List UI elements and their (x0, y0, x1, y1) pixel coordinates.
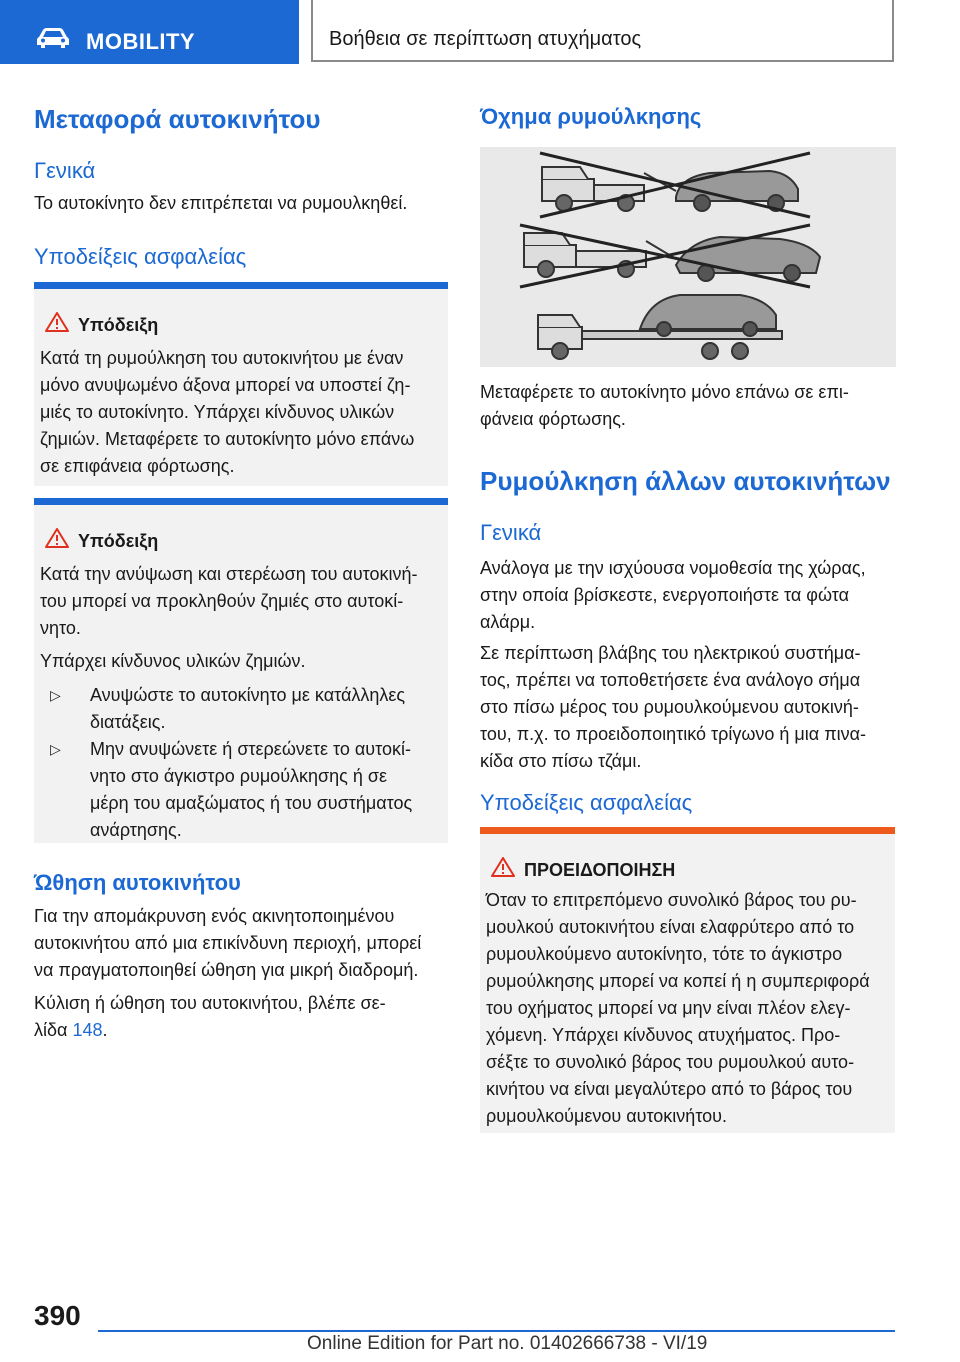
footer-edition: Online Edition for Part no. 01402666738 - VI/19 (307, 1333, 708, 1354)
note-line: μιές το αυτοκίνητο. Υπάρχει κίνδυνος υλικών (40, 402, 395, 422)
push-line: Για την απομάκρυνση ενός ακινητοποιημένου (34, 906, 395, 926)
general-line: τος, πρέπει να τοποθετήσετε ένα ανάλογο σήμα (480, 670, 861, 690)
bullet-triangle-icon: ▷ (50, 741, 61, 757)
heading-general-right: Γενικά (480, 520, 542, 545)
list-item-text: ανάρτησης. (90, 820, 182, 840)
warning-line: κινήτου να είναι μεγαλύτερο από το βάρος του (486, 1079, 853, 1099)
tow-text-line: Μεταφέρετε το αυτοκίνητο μόνο επάνω σε επι‐ (480, 382, 849, 402)
warning-line: ρυμούλκησης μπορεί να κοπεί ή η συμπεριφορά (486, 971, 870, 991)
chapter-title: Βοήθεια σε περίπτωση ατυχήματος (329, 28, 642, 50)
roll-line: Κύλιση ή ώθηση του αυτοκινήτου, βλέπε σε‐ (34, 993, 386, 1013)
note-risk: Υπάρχει κίνδυνος υλικών ζημιών. (40, 651, 306, 671)
warning-line: ρυμουλκούμενου αυτοκινήτου. (486, 1106, 728, 1126)
warning-triangle-icon (44, 527, 70, 549)
list-item-text: Μην ανυψώνετε ή στερεώνετε το αυτοκί‐ (90, 739, 412, 759)
list-item-text: μέρη του αμαξώματος ή του συστήματος (90, 793, 413, 813)
general-line: Σε περίπτωση βλάβης του ηλεκτρικού συστήμα‐ (480, 643, 861, 663)
heading-general: Γενικά (34, 158, 96, 183)
heading-tow-truck: Όχημα ρυμούλκησης (480, 104, 702, 129)
list-item-text: νητο στο άγκιστρο ρυμούλκησης ή σε (90, 766, 387, 786)
chapter-header (311, 0, 894, 62)
note-line: μόνο ανυψωμένο άξονα μπορεί να υποστεί ζη‐ (40, 375, 411, 395)
roll-text: . (102, 1020, 108, 1040)
warning-line: σέξτε το συνολικό βάρος του ρυμουλκού αυτο‐ (486, 1052, 855, 1072)
roll-text: λίδα (34, 1020, 73, 1040)
general-line: κίδα στο πίσω τζάμι. (480, 751, 642, 771)
note-box-2 (34, 498, 448, 843)
footer-divider (98, 1330, 895, 1332)
warning-line: χόμενη. Υπάρχει κίνδυνος ατυχήματος. Προ‐ (486, 1025, 841, 1045)
warning-line: Όταν το επιτρεπόμενο συνολικό βάρος του ρυ‐ (486, 890, 857, 910)
bullet-triangle-icon: ▷ (50, 687, 61, 703)
page-link[interactable]: 148 (72, 1020, 103, 1040)
list-item-text: διατάξεις. (90, 712, 166, 732)
heading-safety: Υποδείξεις ασφαλείας (34, 244, 247, 269)
note-line: Κατά τη ρυμούλκηση του αυτοκινήτου με έναν (40, 348, 404, 368)
warning-line: του οχήματος μπορεί να μην είναι πλέον ελεγ‐ (486, 998, 851, 1018)
heading-towing-other-vehicles: Ρυμούλκηση άλλων αυτοκινήτων (480, 466, 891, 496)
general-line: στην οποία βρίσκεστε, ενεργοποιήστε τα φώτα (480, 585, 850, 605)
roll-line (34, 1017, 108, 1044)
note-line: του μπορεί να προκληθούν ζημιές στο αυτοκί‐ (40, 591, 404, 611)
note-line: ζημιών. Μεταφέρετε το αυτοκίνητο μόνο επάνω (40, 429, 415, 449)
warning-box (480, 827, 895, 1133)
note-title: Υπόδειξη (78, 531, 159, 551)
general-line: Ανάλογα με την ισχύουσα νομοθεσία της χώρας, (480, 558, 866, 578)
general-line: στο πίσω μέρος του ρυμουλκούμενου αυτοκινή‐ (480, 697, 859, 717)
note-box-1 (34, 282, 448, 486)
note-line: νητο. (40, 618, 81, 638)
note-line: σε επιφάνεια φόρτωσης. (40, 456, 235, 476)
page-number: 390 (34, 1300, 81, 1331)
warning-title: ΠΡΟΕΙΔΟΠΟΙΗΣΗ (524, 860, 676, 880)
car-icon (36, 27, 70, 49)
list-item-text: Ανυψώστε το αυτοκίνητο με κατάλληλες (90, 685, 406, 705)
heading-vehicle-transport: Μεταφορά αυτοκινήτου (34, 104, 321, 134)
general-text: Το αυτοκίνητο δεν επιτρέπεται να ρυμουλκηθεί. (34, 193, 408, 213)
section-label: MOBILITY (86, 29, 196, 54)
warning-line: ρυμουλκούμενο αυτοκίνητο, τότε το άγκιστρο (486, 944, 843, 964)
heading-safety-right: Υποδείξεις ασφαλείας (480, 790, 693, 815)
push-line: αυτοκινήτου από μια επικίνδυνη περιοχή, μπορεί (34, 933, 422, 953)
note-line: Κατά την ανύψωση και στερέωση του αυτοκινή‐ (40, 564, 418, 584)
push-line: να πραγματοποιηθεί ώθηση για μικρή διαδρομή. (34, 960, 419, 980)
tow-text-line: φάνεια φόρτωσης. (480, 409, 626, 429)
note-title: Υπόδειξη (78, 315, 159, 335)
tow-truck-illustration (480, 147, 896, 367)
warning-triangle-icon (44, 311, 70, 333)
general-line: αλάρμ. (480, 612, 536, 632)
warning-triangle-icon (490, 856, 516, 878)
heading-push-vehicle: Ώθηση αυτοκινήτου (34, 870, 241, 895)
warning-line: μουλκού αυτοκινήτου είναι ελαφρύτερο από το (486, 917, 855, 937)
general-line: του, π.χ. το προειδοποιητικό τρίγωνο ή μια πινα‐ (480, 724, 867, 744)
section-tab[interactable] (0, 0, 299, 64)
